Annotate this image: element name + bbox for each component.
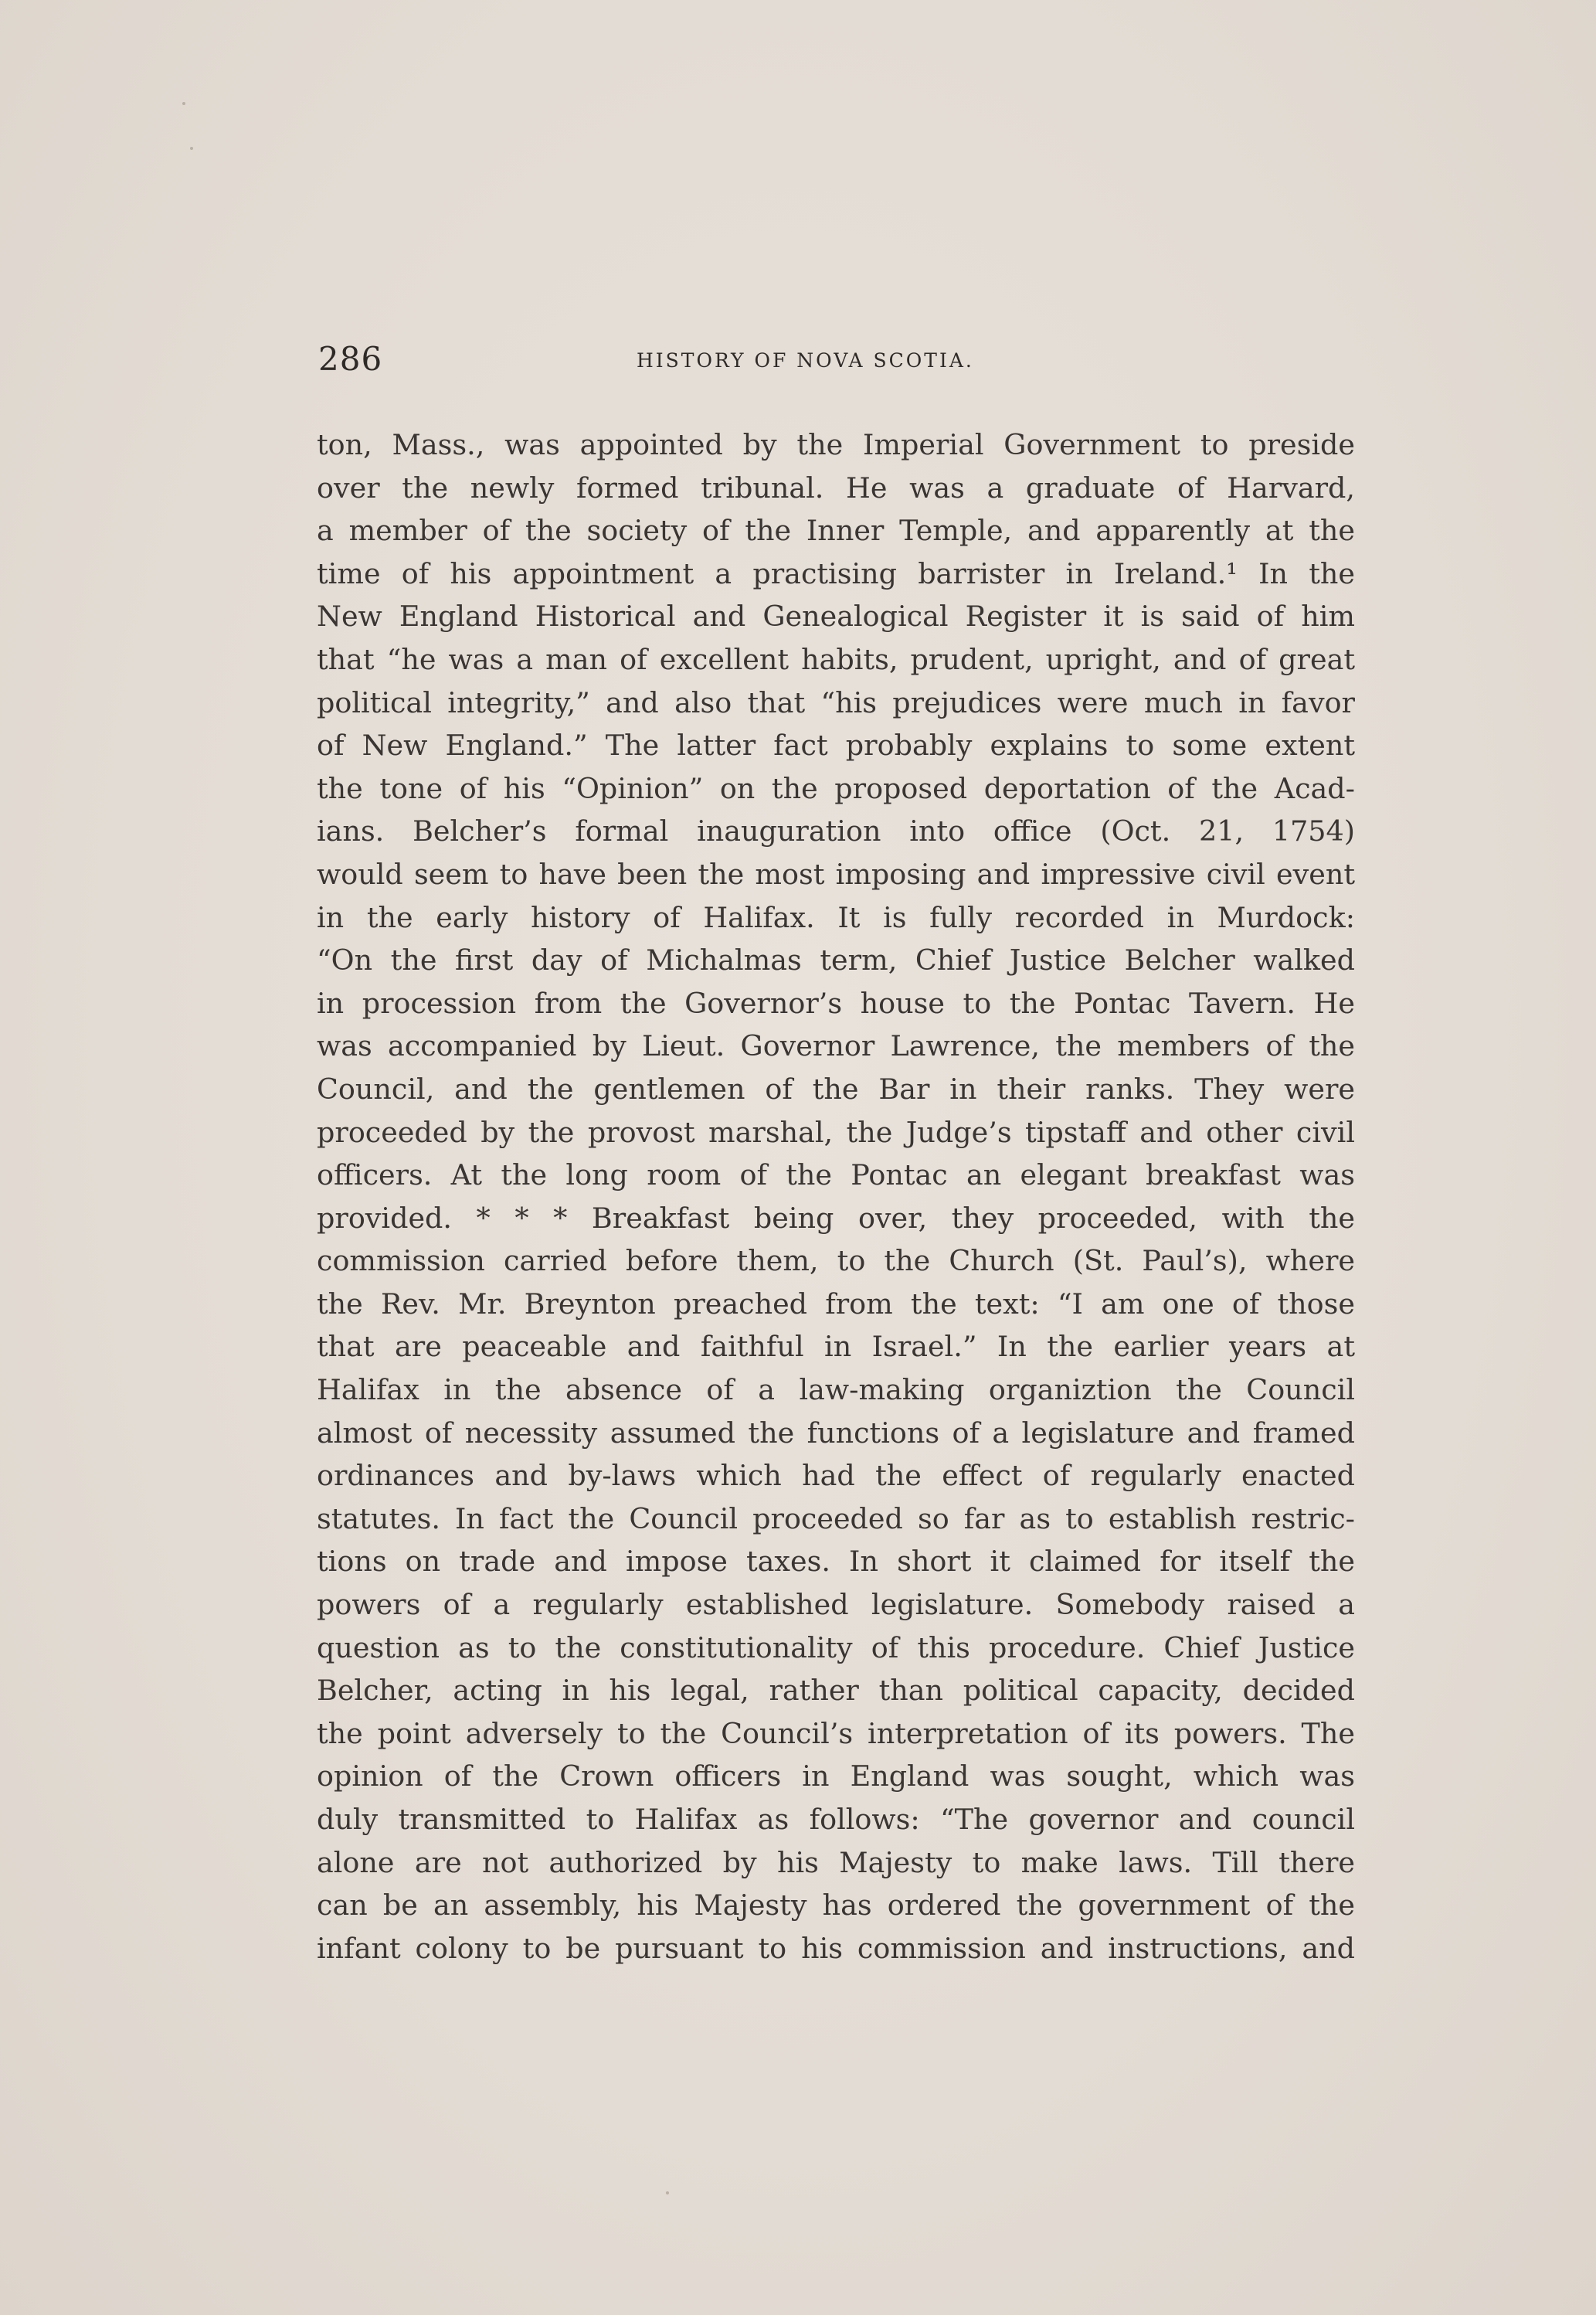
text-line: political integrity,” and also that “his prejudices were much in favor (317, 685, 1355, 719)
text-line: opinion of the Crown officers in England was sought, which was (317, 1759, 1355, 1793)
text-line: Halifax in the absence of a law-making organiztion the Council (317, 1373, 1355, 1407)
text-line: Belcher, acting in his legal, rather than political capacity, decided (317, 1674, 1355, 1708)
page-number: 286 (318, 340, 383, 378)
text-line: that are peaceable and faithful in Israel.” In the earlier years at (317, 1330, 1355, 1364)
text-line: proceeded by the provost marshal, the Judge’s tipstaff and other civil (317, 1115, 1355, 1149)
running-title: HISTORY OF NOVA SCOTIA. (637, 349, 974, 372)
text-line: of New England.” The latter fact probably explains to some extent (317, 729, 1355, 763)
text-line: in the early history of Halifax. It is fully recorded in Murdock: (317, 900, 1355, 934)
text-line: ordinances and by-laws which had the effect of regularly enacted (317, 1459, 1355, 1493)
text-line: would seem to have been the most imposing and impressive civil event (317, 857, 1355, 891)
text-line: ton, Mass., was appointed by the Imperial Government to preside (317, 428, 1355, 461)
text-line: the Rev. Mr. Breynton preached from the text: “I am one of those (317, 1287, 1355, 1321)
paper-speck (182, 102, 185, 105)
text-line: ians. Belcher’s formal inauguration into office (Oct. 21, 1754) (317, 814, 1355, 848)
text-line: infant colony to be pursuant to his commission and instructions, and (317, 1931, 1355, 1965)
text-line: over the newly formed tribunal. He was a graduate of Harvard, (317, 471, 1355, 505)
text-line: provided. * * * Breakfast being over, they proceeded, with the (317, 1201, 1355, 1235)
text-line: almost of necessity assumed the functions of a legislature and framed (317, 1416, 1355, 1450)
page-header (318, 340, 1352, 386)
text-line: commission carried before them, to the Church (St. Paul’s), where (317, 1244, 1355, 1278)
paper-speck (190, 147, 193, 150)
text-line: tions on trade and impose taxes. In short it claimed for itself the (317, 1545, 1355, 1579)
text-line: a member of the society of the Inner Temple, and apparently at the (317, 514, 1355, 548)
text-line: officers. At the long room of the Pontac an elegant breakfast was (317, 1158, 1355, 1192)
text-line: the tone of his “Opinion” on the proposed deportation of the Acad- (317, 771, 1355, 805)
text-line: time of his appointment a practising barrister in Ireland.¹ In the (317, 556, 1355, 590)
text-line: “On the first day of Michalmas term, Chief Justice Belcher walked (317, 943, 1355, 977)
paper-speck (666, 2191, 669, 2194)
text-line: Council, and the gentlemen of the Bar in their ranks. They were (317, 1072, 1355, 1106)
text-line: statutes. In fact the Council proceeded so far as to establish restric- (317, 1501, 1355, 1535)
text-line: the point adversely to the Council’s interpretation of its powers. The (317, 1716, 1355, 1750)
text-line: was accompanied by Lieut. Governor Lawrence, the members of the (317, 1029, 1355, 1063)
text-line: that “he was a man of excellent habits, prudent, upright, and of great (317, 642, 1355, 676)
text-line: duly transmitted to Halifax as follows: “The governor and council (317, 1803, 1355, 1836)
text-line: powers of a regularly established legislature. Somebody raised a (317, 1588, 1355, 1622)
body-text (317, 423, 1355, 1970)
text-line: can be an assembly, his Majesty has ordered the government of the (317, 1888, 1355, 1922)
text-line: in procession from the Governor’s house to the Pontac Tavern. He (317, 986, 1355, 1020)
text-line: alone are not authorized by his Majesty to make laws. Till there (317, 1845, 1355, 1879)
text-line: New England Historical and Genealogical Register it is said of him (317, 600, 1355, 634)
text-line: question as to the constitutionality of this procedure. Chief Justice (317, 1630, 1355, 1664)
